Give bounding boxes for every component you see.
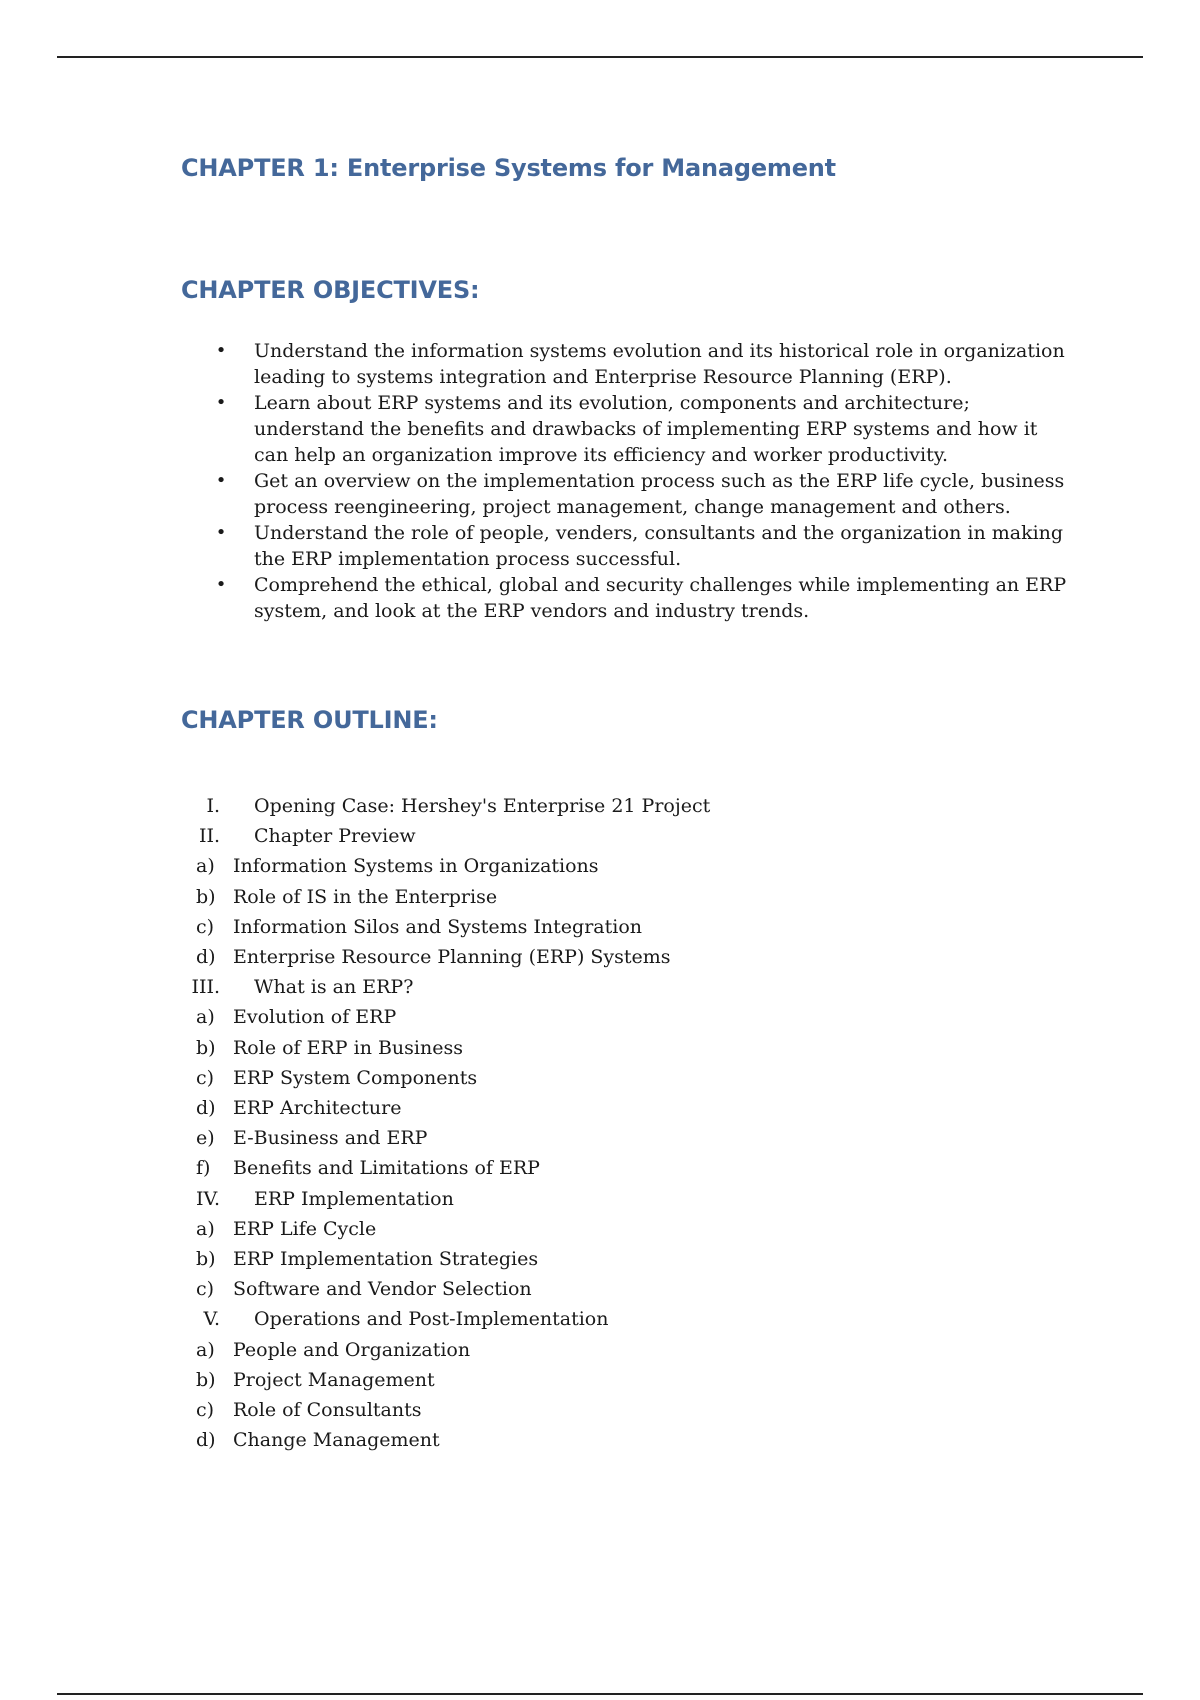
- subitem-letter: f): [196, 1157, 211, 1180]
- objectives-heading: CHAPTER OBJECTIVES:: [181, 276, 480, 304]
- subitem-letter: b): [196, 885, 216, 908]
- header-rule: [57, 56, 1143, 58]
- subitem-label: ERP Implementation Strategies: [233, 1248, 539, 1271]
- bullet-icon: •: [215, 392, 227, 413]
- subitem-label: Information Silos and Systems Integration: [233, 915, 643, 938]
- objective-text: Comprehend the ethical, global and security challenges while implementing an ERP system, and look at the ERP vendors and industry trends.: [254, 574, 1067, 622]
- outline-numeral: II.: [198, 825, 220, 848]
- objective-item: [215, 390, 1070, 468]
- outline-subitem: [160, 1214, 960, 1244]
- subitem-letter: a): [196, 855, 215, 878]
- outline-label: Chapter Preview: [254, 825, 416, 848]
- outline-label: Operations and Post-Implementation: [254, 1308, 609, 1331]
- outline-label: What is an ERP?: [254, 976, 414, 999]
- outline-subitem: [160, 1123, 960, 1153]
- subitem-letter: c): [196, 1066, 215, 1089]
- outline-subitem: [160, 942, 960, 972]
- objective-item: [215, 572, 1070, 624]
- outline-subitem: [160, 1244, 960, 1274]
- subitem-letter: e): [196, 1127, 215, 1150]
- outline-subitem: [160, 1365, 960, 1395]
- chapter-title: CHAPTER 1: Enterprise Systems for Management: [181, 154, 836, 182]
- objective-item: [215, 338, 1070, 390]
- outline-subitem: [160, 851, 960, 881]
- outline-subitem: [160, 1153, 960, 1183]
- outline-numeral: III.: [191, 976, 220, 999]
- subitem-letter: c): [196, 1399, 215, 1422]
- objective-text: Learn about ERP systems and its evolution, components and architecture; understand the benefits and drawbacks of implementing ERP systems and how it can help an organization improve its efficiency and worker productivity.: [254, 392, 1038, 466]
- objective-text: Understand the information systems evolution and its historical role in organization leading to systems integration and Enterprise Resource Planning (ERP).: [254, 340, 1065, 388]
- subitem-label: E-Business and ERP: [233, 1127, 428, 1150]
- subitem-letter: b): [196, 1368, 216, 1391]
- subitem-letter: b): [196, 1036, 216, 1059]
- objective-text: Get an overview on the implementation process such as the ERP life cycle, business process reengineering, project management, change management and others.: [254, 470, 1065, 518]
- bullet-icon: •: [215, 522, 227, 543]
- outline-label: Opening Case: Hershey's Enterprise 21 Project: [254, 795, 711, 817]
- subitem-label: Project Management: [233, 1368, 435, 1391]
- bullet-icon: •: [215, 574, 227, 595]
- subitem-label: Change Management: [233, 1429, 440, 1452]
- bullet-icon: •: [215, 470, 227, 491]
- outline-subitem: [160, 882, 960, 912]
- subitem-label: People and Organization: [233, 1338, 471, 1361]
- subitem-label: Information Systems in Organizations: [233, 855, 599, 878]
- subitem-letter: c): [196, 1278, 215, 1301]
- outline-item: [160, 1184, 960, 1214]
- footer-rule: [57, 1693, 1143, 1695]
- objective-text: Understand the role of people, venders, consultants and the organization in making the ERP implementation process successful.: [254, 522, 1064, 570]
- outline-heading: CHAPTER OUTLINE:: [181, 706, 438, 734]
- subitem-label: Role of Consultants: [233, 1399, 422, 1422]
- subitem-letter: d): [196, 946, 216, 969]
- subitem-label: Role of IS in the Enterprise: [233, 885, 498, 908]
- outline-numeral: I.: [206, 795, 220, 817]
- outline-subitem: [160, 1063, 960, 1093]
- subitem-label: Enterprise Resource Planning (ERP) Systems: [233, 946, 671, 969]
- outline-numeral: V.: [203, 1308, 220, 1331]
- outline-item: [160, 821, 960, 851]
- subitem-label: ERP System Components: [233, 1066, 478, 1089]
- subitem-letter: b): [196, 1248, 216, 1271]
- outline-numeral: IV.: [196, 1187, 220, 1210]
- outline-subitem: [160, 1274, 960, 1304]
- outline-item: [160, 1304, 960, 1334]
- outline-label: ERP Implementation: [254, 1187, 454, 1210]
- outline-subitem: [160, 1002, 960, 1032]
- subitem-letter: a): [196, 1217, 215, 1240]
- subitem-letter: a): [196, 1006, 215, 1029]
- outline-subitem: [160, 912, 960, 942]
- bullet-icon: •: [215, 340, 227, 361]
- objective-item: [215, 468, 1070, 520]
- outline-item: [160, 972, 960, 1002]
- outline-subitem: [160, 1033, 960, 1063]
- subitem-label: Software and Vendor Selection: [233, 1278, 532, 1301]
- objective-item: [215, 520, 1070, 572]
- subitem-label: Benefits and Limitations of ERP: [233, 1157, 540, 1180]
- objectives-list: [215, 338, 1070, 624]
- subitem-letter: d): [196, 1429, 216, 1452]
- subitem-letter: c): [196, 915, 215, 938]
- outline-subitem: [160, 1395, 960, 1425]
- outline-list: [160, 791, 960, 1455]
- subitem-label: ERP Life Cycle: [233, 1217, 377, 1240]
- outline-subitem: [160, 1093, 960, 1123]
- outline-item: [160, 791, 960, 821]
- subitem-letter: d): [196, 1097, 216, 1120]
- subitem-label: Evolution of ERP: [233, 1006, 397, 1029]
- outline-subitem: [160, 1425, 960, 1455]
- subitem-label: Role of ERP in Business: [233, 1036, 463, 1059]
- subitem-label: ERP Architecture: [233, 1097, 402, 1120]
- subitem-letter: a): [196, 1338, 215, 1361]
- outline-subitem: [160, 1335, 960, 1365]
